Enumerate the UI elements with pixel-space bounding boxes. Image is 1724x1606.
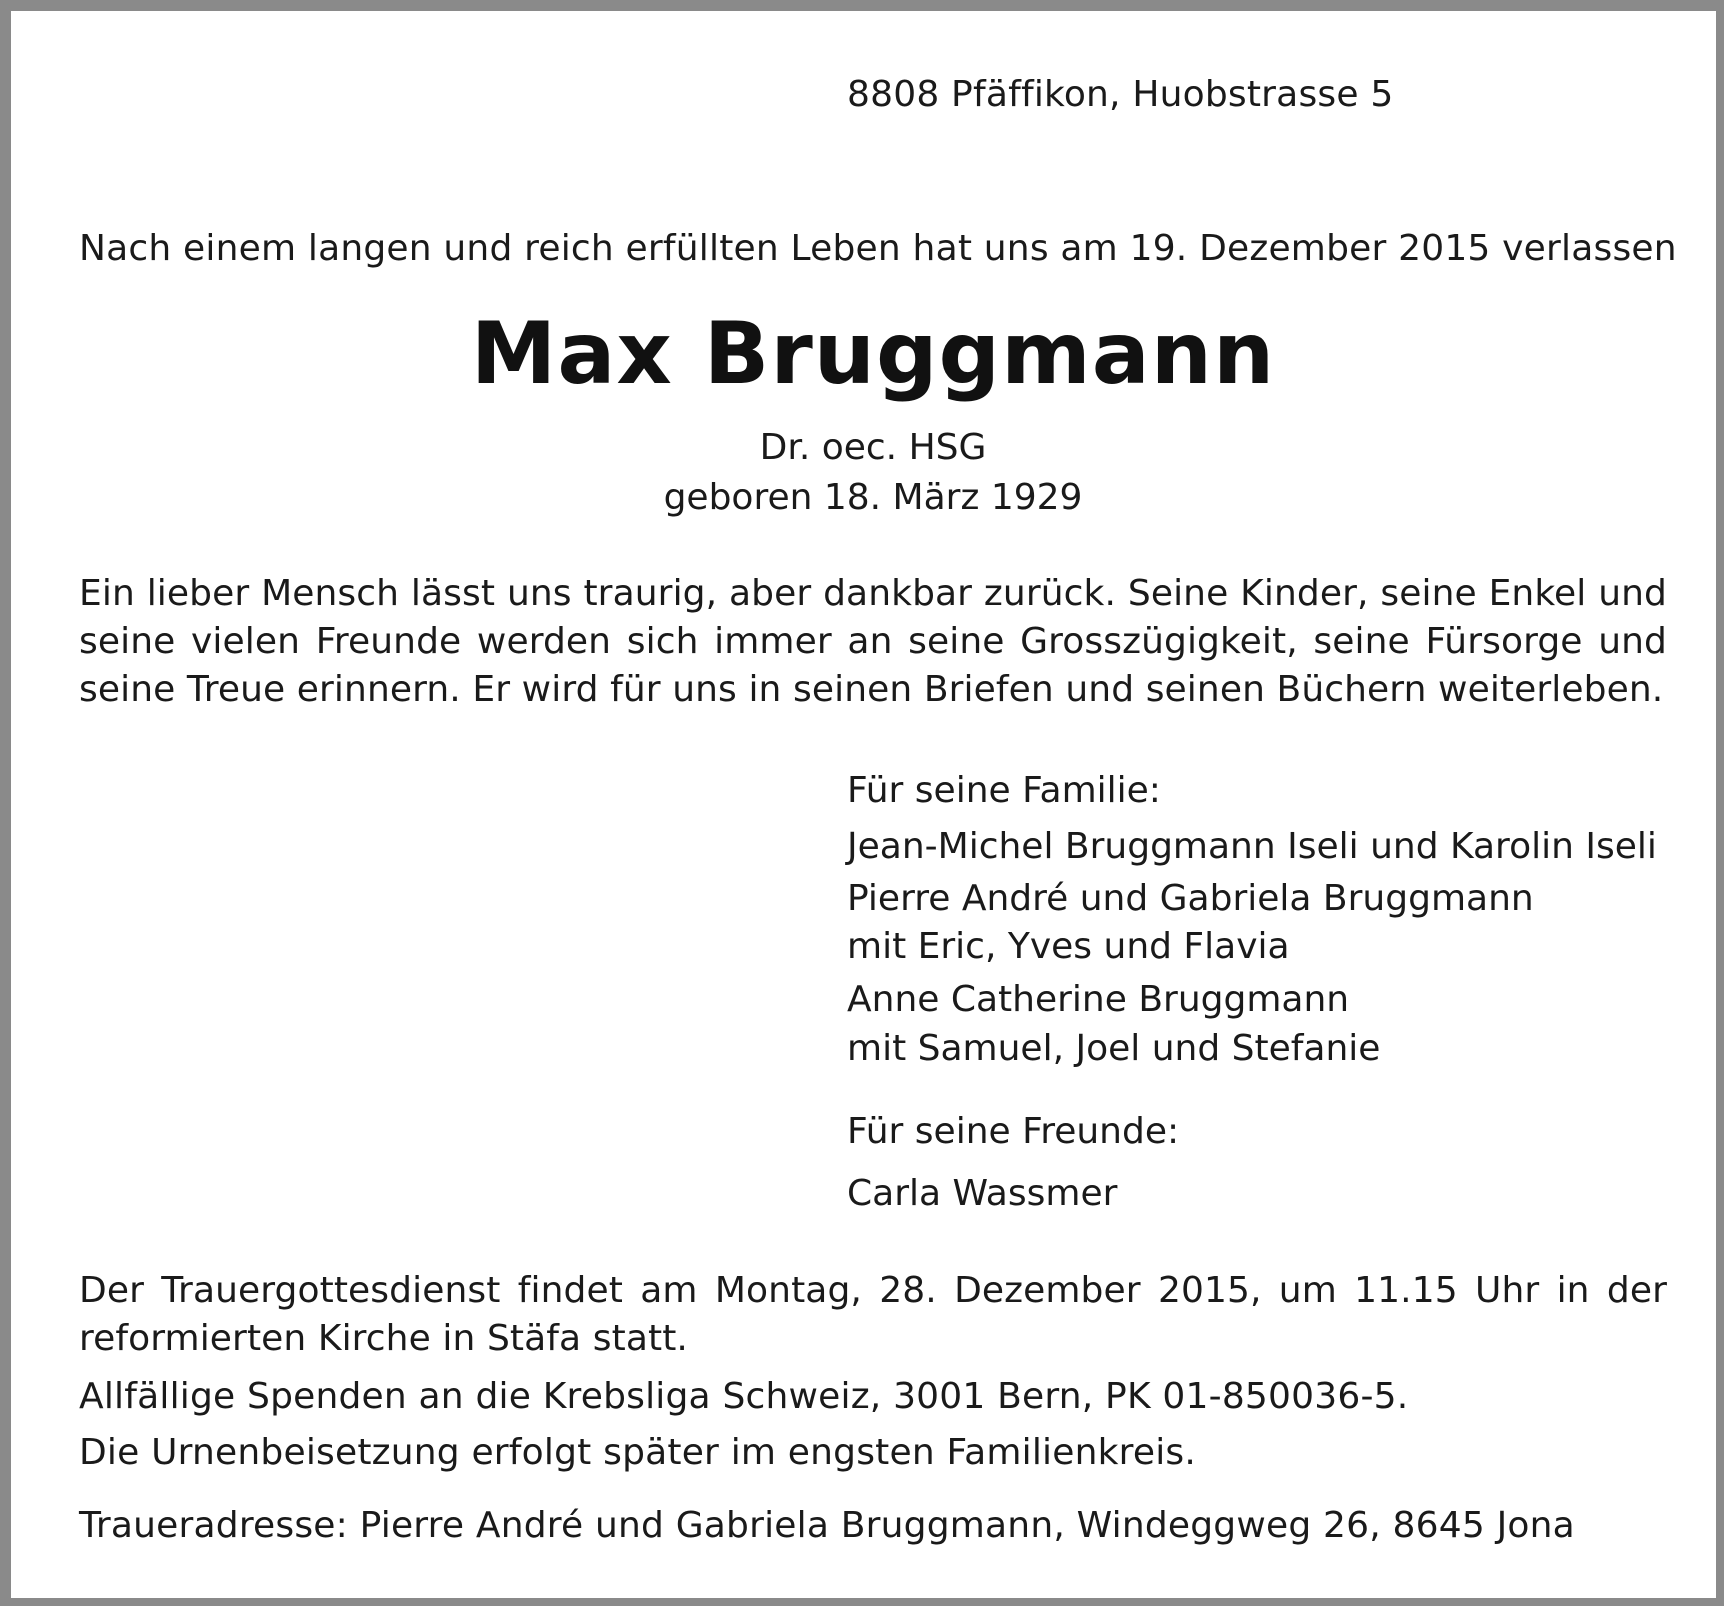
sender-address: 8808 Pfäffikon, Huobstrasse 5	[847, 74, 1394, 115]
family-member: Pierre André und Gabriela Bruggmann	[847, 878, 1534, 919]
birth-date: geboren 18. März 1929	[663, 477, 1083, 518]
deceased-name: Max Bruggmann	[470, 304, 1276, 404]
friend-member: Carla Wassmer	[847, 1173, 1118, 1214]
family-heading: Für seine Familie:	[847, 770, 1161, 811]
family-member: mit Samuel, Joel und Stefanie	[847, 1028, 1381, 1069]
mourning-address: Traueradresse: Pierre André und Gabriela Bruggmann, Windeggweg 26, 8645 Jona	[79, 1505, 1575, 1546]
family-member: mit Eric, Yves und Flavia	[847, 926, 1290, 967]
urn-note: Die Urnenbeisetzung erfolgt später im engsten Familienkreis.	[79, 1432, 1197, 1473]
friends-heading: Für seine Freunde:	[847, 1111, 1180, 1152]
tribute-paragraph: Ein lieber Mensch lässt uns traurig, aber dankbar zurück. Seine Kinder, seine Enkel und seine vielen Freunde werden sich immer an seine Grosszügigkeit, seine Fürsorge und seine Treue erinnern. Er wird für uns in seinen Briefen und seinen Büchern weiterleben.	[79, 573, 1667, 710]
family-member: Jean-Michel Bruggmann Iseli und Karolin Iseli	[847, 826, 1657, 867]
academic-title: Dr. oec. HSG	[759, 427, 987, 468]
intro-sentence: Nach einem langen und reich erfüllten Leben hat uns am 19. Dezember 2015 verlassen	[79, 228, 1677, 269]
family-member: Anne Catherine Bruggmann	[847, 979, 1350, 1020]
service-paragraph: Der Trauergottesdienst findet am Montag, 28. Dezember 2015, um 11.15 Uhr in der reformierten Kirche in Stäfa statt.	[79, 1270, 1667, 1359]
donations-note: Allfällige Spenden an die Krebsliga Schweiz, 3001 Bern, PK 01-850036-5.	[79, 1376, 1409, 1417]
